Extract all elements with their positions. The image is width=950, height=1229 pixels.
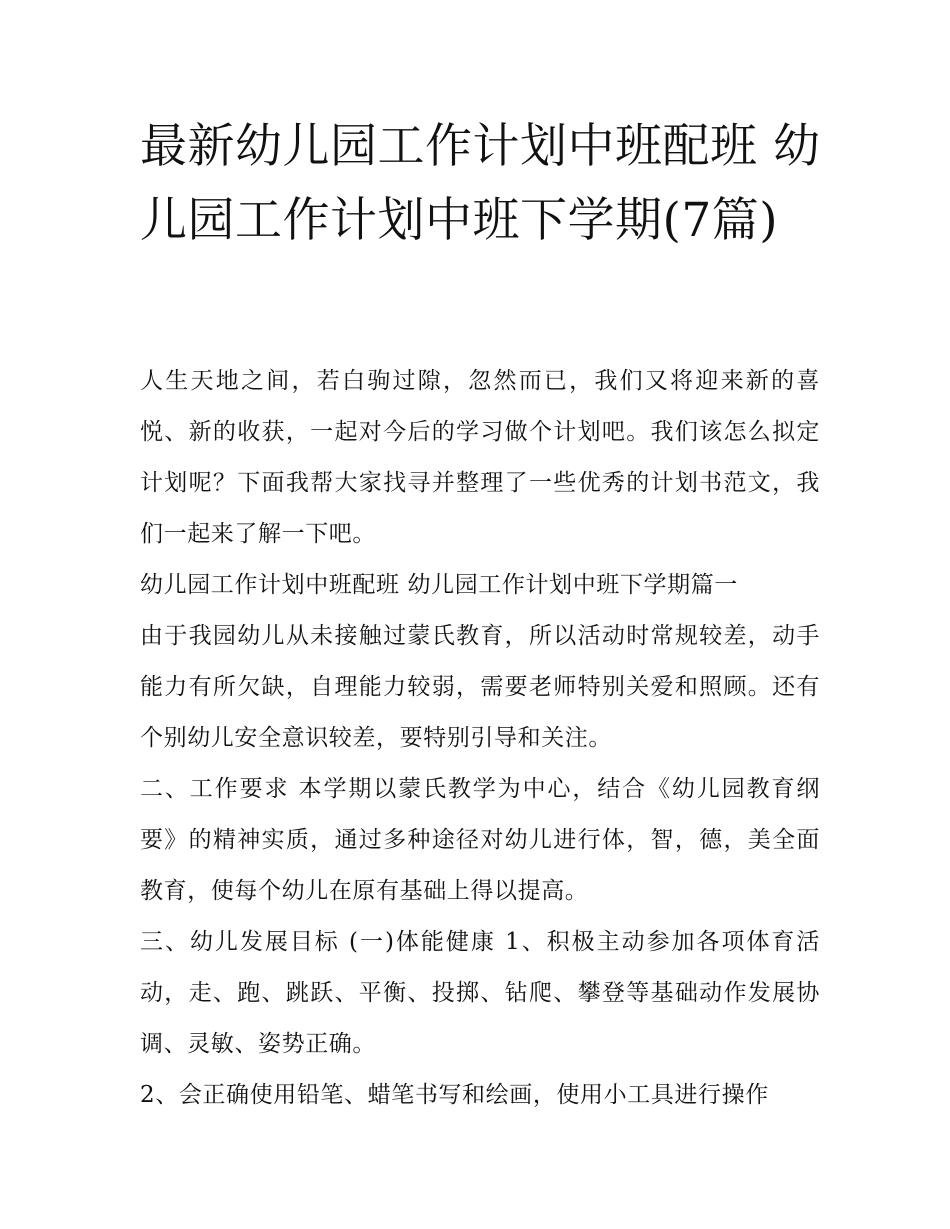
body-paragraph: 由于我园幼儿从未接触过蒙氏教育，所以活动时常规较差，动手能力有所欠缺，自理能力较弱，需要老师特别关爱和照顾。还有个别幼儿安全意识较差，要特别引导和关注。	[140, 623, 820, 751]
document-body	[140, 356, 820, 1121]
body-paragraph: 三、幼儿发展目标 (一)体能健康 1、积极主动参加各项体育活动，走、跑、跳跃、平衡、投掷、钻爬、攀登等基础动作发展协调、灵敏、姿势正确。	[140, 929, 820, 1057]
section-heading: 幼儿园工作计划中班配班 幼儿园工作计划中班下学期篇一	[140, 572, 738, 598]
body-paragraph: 二、工作要求 本学期以蒙氏教学为中心，结合《幼儿园教育纲要》的精神实质，通过多种途径对幼儿进行体，智，德，美全面教育，使每个幼儿在原有基础上得以提高。	[140, 776, 820, 904]
intro-paragraph: 人生天地之间，若白驹过隙，忽然而已，我们又将迎来新的喜悦、新的收获，一起对今后的学习做个计划吧。我们该怎么拟定计划呢？下面我帮大家找寻并整理了一些优秀的计划书范文，我们一起来了解一下吧。	[140, 368, 820, 547]
document-title: 最新幼儿园工作计划中班配班 幼儿园工作计划中班下学期(7篇)	[140, 119, 821, 248]
body-paragraph: 2、会正确使用铅笔、蜡笔书写和绘画，使用小工具进行操作	[140, 1082, 769, 1108]
